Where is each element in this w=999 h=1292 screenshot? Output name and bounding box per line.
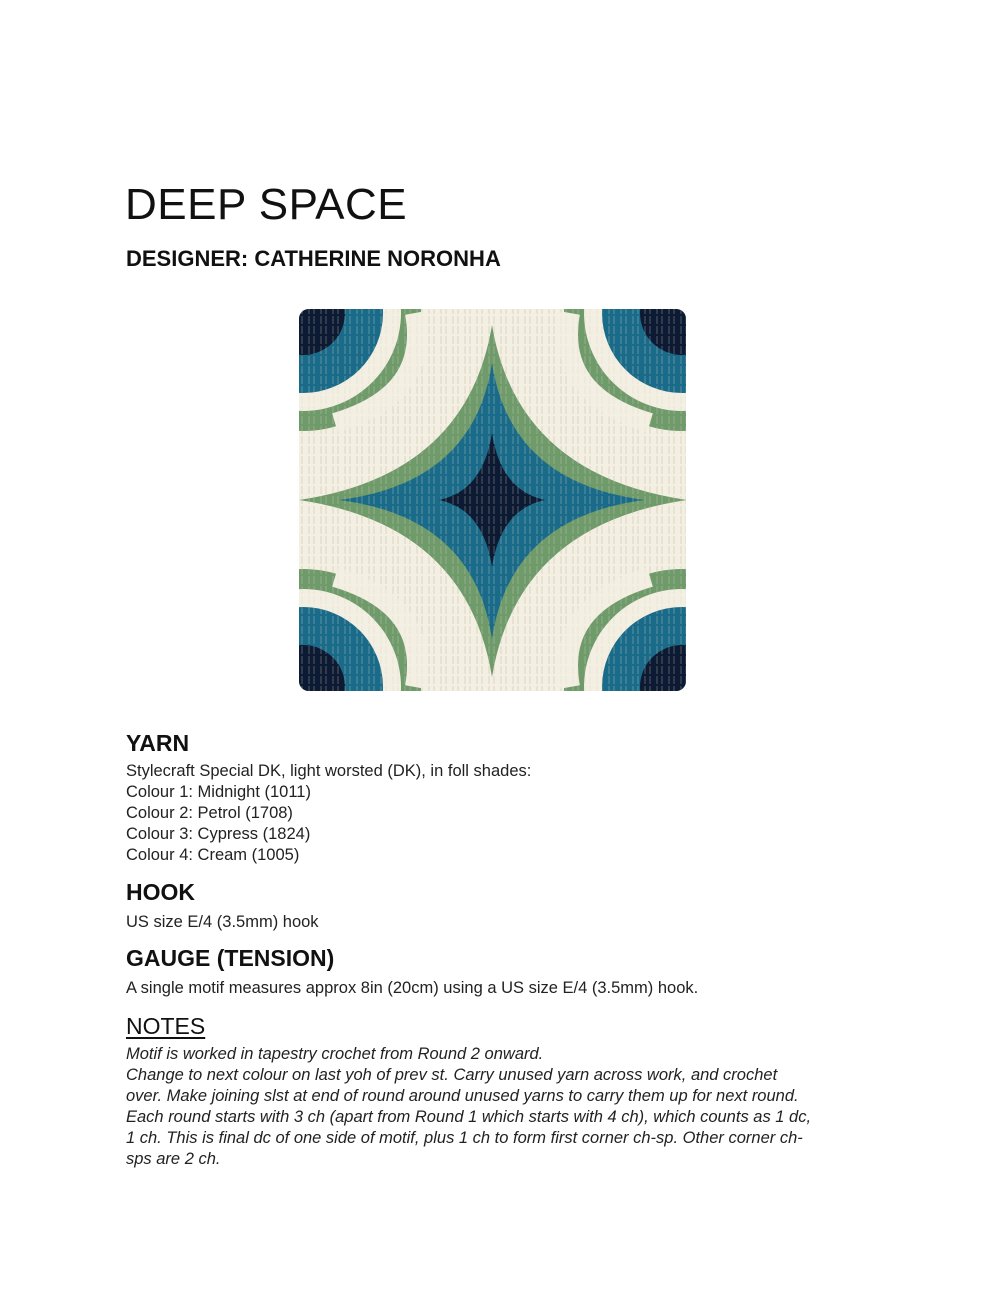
crochet-motif-image: [295, 305, 690, 695]
yarn-colour-4: Colour 4: Cream (1005): [126, 846, 300, 864]
yarn-colour-1: Colour 1: Midnight (1011): [126, 783, 311, 801]
gauge-heading: GAUGE (TENSION): [126, 945, 335, 971]
hook-text: US size E/4 (3.5mm) hook: [126, 913, 319, 931]
notes-line: Each round starts with 3 ch (apart from Round 1 which starts with 4 ch), which counts as 1 dc,: [126, 1108, 812, 1126]
notes-line: 1 ch. This is final dc of one side of motif, plus 1 ch to form first corner ch-sp. Other corner ch-: [126, 1129, 803, 1147]
gauge-text: A single motif measures approx 8in (20cm) using a US size E/4 (3.5mm) hook.: [126, 979, 699, 997]
notes-line: Change to next colour on last yoh of prev st. Carry unused yarn across work, and crochet: [126, 1066, 778, 1084]
notes-heading: NOTES: [126, 1013, 206, 1039]
yarn-colour-2: Colour 2: Petrol (1708): [126, 804, 293, 822]
gauge-section: [126, 945, 886, 999]
notes-line: Motif is worked in tapestry crochet from Round 2 onward.: [126, 1045, 544, 1063]
notes-line: sps are 2 ch.: [126, 1150, 221, 1168]
notes-line: over. Make joining slst at end of round around unused yarns to carry them up for next round.: [126, 1087, 799, 1105]
yarn-line: Stylecraft Special DK, light worsted (DK), in foll shades:: [126, 762, 532, 780]
hook-section: [126, 879, 886, 933]
yarn-colour-3: Colour 3: Cypress (1824): [126, 825, 311, 843]
notes-section: [126, 1013, 886, 1170]
yarn-section: [126, 730, 886, 866]
yarn-heading: YARN: [126, 730, 190, 756]
page-title: DEEP SPACE: [125, 180, 408, 229]
hook-heading: HOOK: [126, 879, 195, 905]
designer-credit: DESIGNER: CATHERINE NORONHA: [126, 246, 501, 271]
